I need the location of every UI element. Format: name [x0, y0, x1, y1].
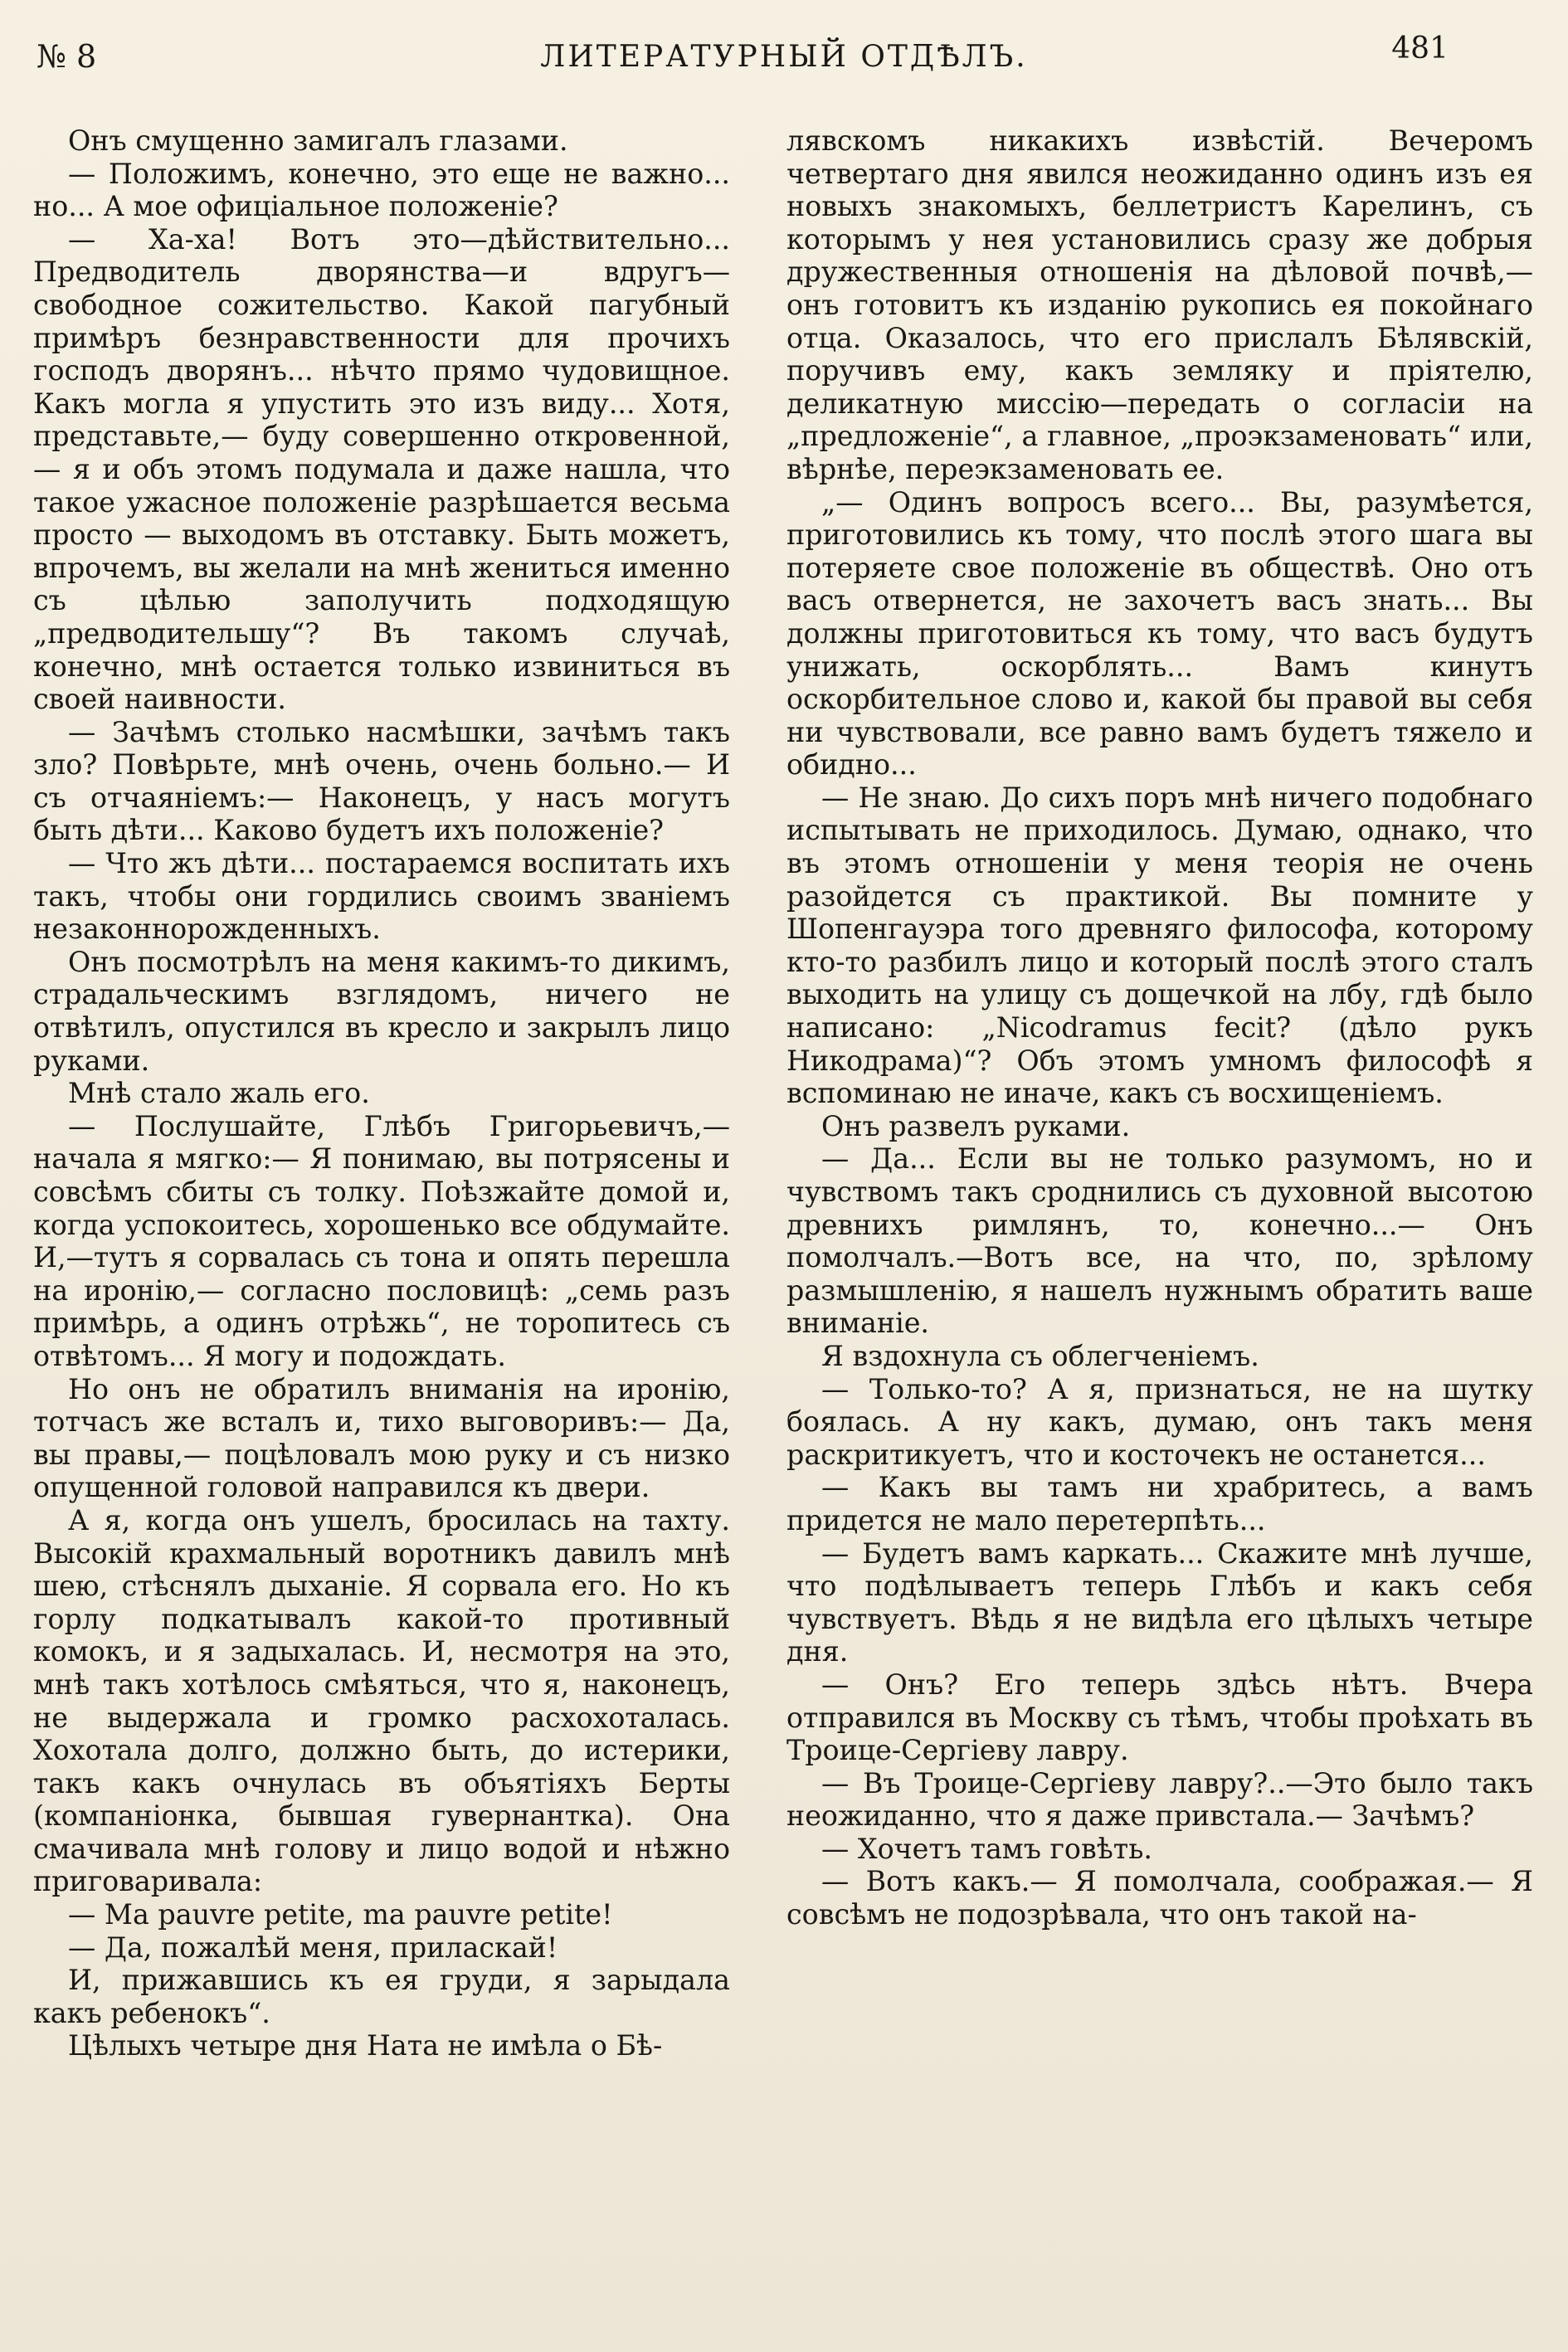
page-number: 481 — [1391, 32, 1449, 66]
right-column — [786, 124, 1533, 1931]
paragraph: — Что жъ дѣти... постараемся воспитать ихъ такъ, чтобы они гордились своимъ званіемъ незаконнорожденныхъ. — [33, 847, 730, 946]
paragraph: Я вздохнула съ облегченіемъ. — [821, 1339, 1259, 1372]
paragraph: — Хочетъ тамъ говѣть. — [821, 1832, 1152, 1865]
section-title: ЛИТЕРАТУРНЫЙ ОТДѢЛЪ. — [540, 40, 1028, 74]
paragraph: Онъ смущенно замигалъ глазами. — [68, 124, 568, 157]
paragraph: — Положимъ, конечно, это еще не важно... но... А мое офиціальное положеніе? — [33, 157, 730, 223]
paragraph: — Ха-ха! Вотъ это—дѣйствительно... Предводитель дворянства—и вдругъ—свободное сожительство. Какой пагубный примѣръ безнравственности для прочихъ господъ дворянъ... нѣчто прямо чудовищное. Какъ могла я упустить это изъ виду... Хотя, представьте,— буду совершенно откровенной,— я и объ этомъ подумала и даже нашла, что такое ужасное положеніе разрѣшается весьма просто — выходомъ въ отставку. Быть можетъ, впрочемъ, вы желали на мнѣ жениться именно съ цѣлью заполучить подходящую „предводительшу“? Въ такомъ случаѣ, конечно, мнѣ остается только извиниться въ своей наивности. — [33, 222, 730, 716]
paragraph: — Вотъ какъ.— Я помолчала, соображая.— Я совсѣмъ не подозрѣвала, что онъ такой на- — [786, 1865, 1533, 1931]
paragraph: — Только-то? А я, признаться, не на шутку боялась. А ну какъ, думаю, онъ такъ меня раскритикуетъ, что и косточекъ не останется... — [786, 1372, 1533, 1471]
paragraph: — Да, пожалѣй меня, приласкай! — [68, 1931, 558, 1964]
paragraph: — Въ Троице-Сергіеву лавру?..—Это было такъ неожиданно, что я даже привстала.— Зачѣмъ? — [786, 1766, 1533, 1833]
left-column — [33, 124, 730, 2062]
paragraph: лявскомъ никакихъ извѣстій. Вечеромъ четвертаго дня явился неожиданно одинъ изъ ея новыхъ знакомыхъ, беллетристъ Карелинъ, съ которымъ у нея установились сразу же добрыя дружественныя отношенія на дѣловой почвѣ,— онъ готовитъ къ изданію рукопись ея покойнаго отца. Оказалось, что его прислалъ Бѣлявскій, поручивъ ему, какъ земляку и пріятелю, деликатную миссію—передать о согласіи на „предложеніе“, а главное, „проэкзаменовать“ или, вѣрнѣе, переэкзаменовать ее. — [786, 124, 1533, 485]
paragraph: — Какъ вы тамъ ни храбритесь, а вамъ придется не мало перетерпѣть... — [786, 1471, 1533, 1536]
paragraph: Цѣлыхъ четыре дня Ната не имѣла о Бѣ- — [68, 2029, 663, 2062]
paragraph: А я, когда онъ ушелъ, бросилась на тахту. Высокій крахмальный воротникъ давилъ мнѣ шею, стѣснялъ дыханіе. Я сорвала его. Но къ горлу подкатывалъ какой-то противный комокъ, и я задыхалась. И, несмотря на это, мнѣ такъ хотѣлось смѣяться, что я, наконецъ, не выдержала и громко расхохоталась. Хохотала долго, должно быть, до истерики, такъ какъ очнулась въ объятіяхъ Берты (компаніонка, бывшая гувернантка). Она смачивала мнѣ голову и лицо водой и нѣжно приговаривала: — [33, 1503, 730, 1898]
paragraph: И, прижавшись къ ея груди, я зарыдала какъ ребенокъ“. — [33, 1964, 730, 2029]
paragraph: — Онъ? Его теперь здѣсь нѣтъ. Вчера отправился въ Москву съ тѣмъ, чтобы проѣхать въ Троице-Сергіеву лавру. — [786, 1668, 1533, 1767]
issue-number: № 8 — [37, 38, 97, 75]
paragraph: Но онъ не обратилъ вниманія на иронію, тотчасъ же всталъ и, тихо выговоривъ:— Да, вы правы,— поцѣловалъ мою руку и съ низко опущенной головой направился къ двери. — [33, 1372, 730, 1504]
paragraph: — Послушайте, Глѣбъ Григорьевичъ,— начала я мягко:— Я понимаю, вы потрясены и совсѣмъ сбиты съ толку. Поѣзжайте домой и, когда успокоитесь, хорошенько все обдумайте. И,—тутъ я сорвалась съ тона и опять перешла на иронію,— согласно пословицѣ: „семь разъ примѣрь, а одинъ отрѣжь“, не торопитесь съ отвѣтомъ... Я могу и подождать. — [33, 1109, 730, 1372]
page-header — [0, 30, 1568, 80]
paragraph: Мнѣ стало жаль его. — [68, 1077, 370, 1110]
paragraph: — Не знаю. До сихъ поръ мнѣ ничего подобнаго испытывать не приходилось. Думаю, однако, что въ этомъ отношеніи у меня теорія не очень разойдется съ практикой. Вы помните у Шопенгауэра того древняго философа, которому кто-то разбилъ лицо и который послѣ этого сталъ выходить на улицу съ дощечкой на лбу, гдѣ было написано: „Nicodramus fecit? (дѣло рукъ Никодрама)“? Объ этомъ умномъ философѣ я вспоминаю не иначе, какъ съ восхищеніемъ. — [786, 781, 1533, 1110]
paragraph: Онъ развелъ руками. — [821, 1109, 1131, 1142]
paragraph: „— Одинъ вопросъ всего... Вы, разумѣется, приготовились къ тому, что послѣ этого шага вы потеряете свое положеніе въ обществѣ. Оно отъ васъ отвернется, не захочетъ васъ знать... Вы должны приготовиться къ тому, что васъ будутъ унижать, оскорблять... Вамъ кинутъ оскорбительное слово и, какой бы правой вы себя ни чувствовали, все равно вамъ будетъ тяжело и обидно... — [786, 485, 1533, 782]
paragraph: — Ma pauvre petite, ma pauvre petite! — [68, 1898, 613, 1931]
paragraph: — Да... Если вы не только разумомъ, но и чувствомъ такъ сроднились съ духовной высотою древнихъ римлянъ, то, конечно...— Онъ помолчалъ.—Вотъ все, на что, по, зрѣлому размышленію, я нашелъ нужнымъ обратить ваше вниманіе. — [786, 1142, 1533, 1340]
paragraph: — Будетъ вамъ каркать... Скажите мнѣ лучше, что подѣлываетъ теперь Глѣбъ и какъ себя чувствуетъ. Вѣдь я не видѣла его цѣлыхъ четыре дня. — [786, 1536, 1533, 1668]
paragraph: Онъ посмотрѣлъ на меня какимъ-то дикимъ, страдальческимъ взглядомъ, ничего не отвѣтилъ, опустился въ кресло и закрылъ лицо руками. — [33, 945, 730, 1077]
paragraph: — Зачѣмъ столько насмѣшки, зачѣмъ такъ зло? Повѣрьте, мнѣ очень, очень больно.— И съ отчаяніемъ:— Наконецъ, у насъ могутъ быть дѣти... Каково будетъ ихъ положеніе? — [33, 715, 730, 847]
